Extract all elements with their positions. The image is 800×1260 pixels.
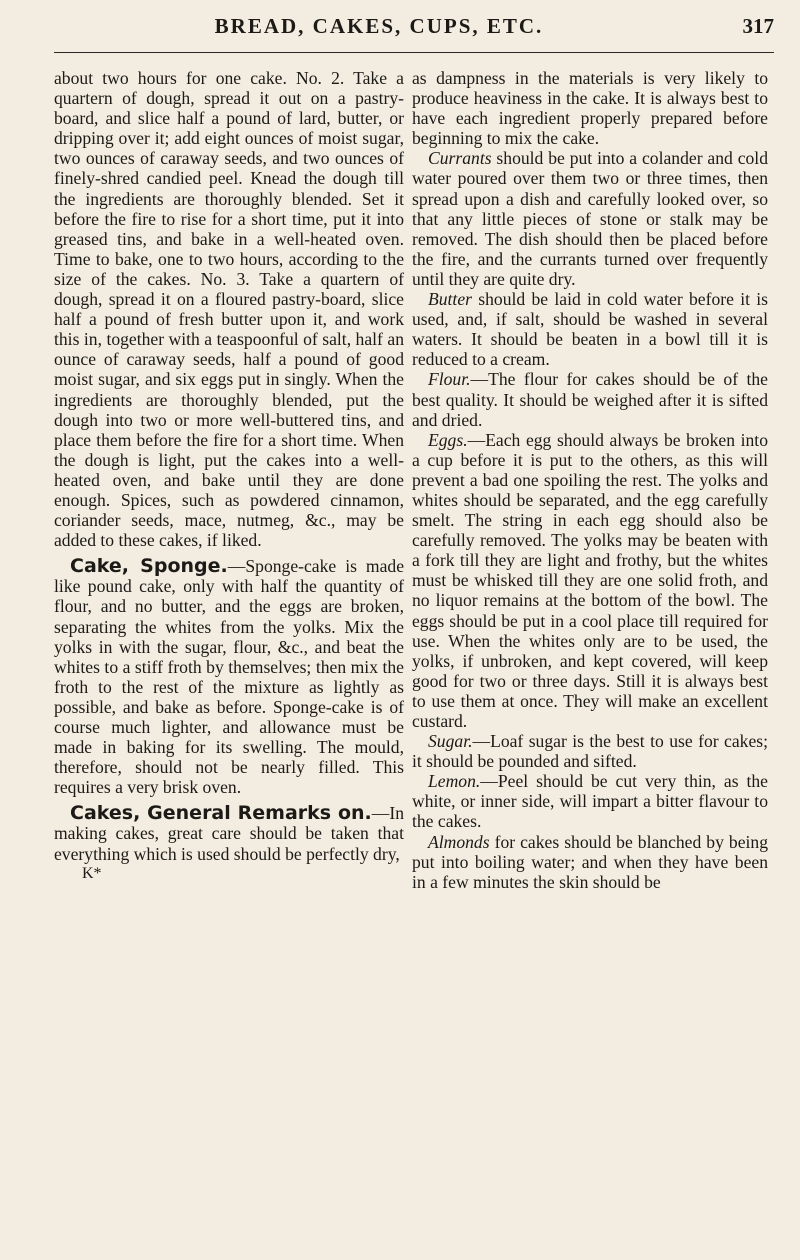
paragraph-bread-cake-continued: about two hours for one cake. No. 2. Take a quartern of dough, spread it out on a pastry-board, and slice half a pound of lard, butter, or dripping over it; add eight ounces of moist sugar, two ounces of caraway seeds, and two ounces of finely-shred candied peel. Knead the dough till the ingredients are thoroughly blended. Set it before the fire to rise for a short time, put it into greased tins, and bake in a well-heated oven. Time to bake, one to two hours, according to the size of the cakes. No. 3. Take a quartern of dough, spread it on a floured pastry-board, slice half a pound of fresh butter upon it, and work this in, together with a teaspoonful of salt, half an ounce of caraway seeds, half a pound of good moist sugar, and six eggs put in singly. When the ingredients are thoroughly blended, put the dough into two or more well-buttered tins, and place them before the fire for a short time. When the dough is light, put the cakes into a well-heated oven, and bake until they are done enough. Spices, such as powdered cinnamon, coriander seeds, mace, nutmeg, &c., may be added to these cakes, if liked. xyxy=(54,68,404,551)
label-almonds: Almonds xyxy=(428,831,490,852)
paragraph-butter xyxy=(412,289,768,369)
paragraph-general-remarks xyxy=(54,803,404,863)
right-column xyxy=(412,68,768,892)
page-number: 317 xyxy=(742,14,774,38)
paragraph-almonds xyxy=(412,832,768,892)
signature-mark: K* xyxy=(82,864,102,882)
paragraph-lemon xyxy=(412,771,768,831)
paragraph-dampness: as dampness in the materials is very likely to produce heaviness in the cake. It is always best to have each ingredient properly prepared before beginning to mix the cake. xyxy=(412,68,768,149)
running-head-title: BREAD, CAKES, CUPS, ETC. xyxy=(214,14,544,38)
label-sugar: Sugar. xyxy=(428,731,473,752)
entry-heading-general-remarks: Cakes, General Remarks on. xyxy=(70,802,372,825)
entry-text-general-remarks: —In making cakes, great care should be taken that everything which is used should be perfectly dry, xyxy=(54,803,404,864)
label-flour: Flour. xyxy=(428,369,471,390)
paragraph-eggs xyxy=(412,430,768,731)
entry-text-sponge-cake: —Sponge-cake is made like pound cake, only with half the quantity of flour, and no butter, and the eggs are broken, separating the whites from the yolks. Mix the yolks in with the sugar, flour, &c., and beat the whites to a stiff froth by themselves; then mix the froth to the rest of the mixture as lightly as possible, and bake as before. Sponge-cake is of course much lighter, and allowance must be made in baking for its swelling. The mould, therefore, should not be nearly filled. This requires a very brisk oven. xyxy=(54,556,405,798)
text-almonds: for cakes should be blanched by being put into boiling water; and when they have been in a few minutes the skin should be xyxy=(412,831,768,892)
paragraph-sponge-cake xyxy=(54,556,404,797)
entry-heading-sponge-cake: Cake, Sponge. xyxy=(70,555,228,578)
left-column xyxy=(54,68,404,884)
label-lemon: Lemon. xyxy=(428,771,481,792)
paragraph-currants xyxy=(412,148,768,289)
text-currants: should be put into a colander and cold water poured over them two or three times, then spread upon a dish and carefully looked over, so that any little pieces of stone or stalk may be removed. The dish should then be placed before the fire, and the currants turned over frequently until they are quite dry. xyxy=(412,148,768,289)
running-header xyxy=(54,0,774,53)
paragraph-sugar xyxy=(412,731,768,771)
text-lemon: —Peel should be cut very thin, as the white, or inner side, will impart a bitter flavour to the cakes. xyxy=(412,771,768,832)
text-flour: —The flour for cakes should be of the best quality. It should be weighed after it is sifted and dried. xyxy=(412,369,768,430)
text-sugar: —Loaf sugar is the best to use for cakes; it should be pounded and sifted. xyxy=(412,731,768,772)
label-currants: Currants xyxy=(428,148,492,169)
paragraph-flour xyxy=(412,369,768,429)
label-butter: Butter xyxy=(428,289,472,310)
text-butter: should be laid in cold water before it is used, and, if salt, should be washed in several waters. It should be beaten in a bowl till it is reduced to a cream. xyxy=(412,289,768,370)
text-eggs: —Each egg should always be broken into a cup before it is put to the others, as this will prevent a bad one spoiling the rest. The yolks and whites should be separated, and the egg carefully smelt. The string in each egg should also be carefully removed. The yolks may be beaten with a fork till they are light and frothy, but the whites must be whisked till they are one solid froth, and no liquor remains at the bottom of the bowl. The eggs should be put in a cool place till required for use. When the whites only are to be used, the yolks, if unbroken, and kept covered, will keep good for two or three days. Still it is always best to use them at once. They will make an excellent custard. xyxy=(412,429,768,731)
label-eggs: Eggs. xyxy=(428,429,468,450)
